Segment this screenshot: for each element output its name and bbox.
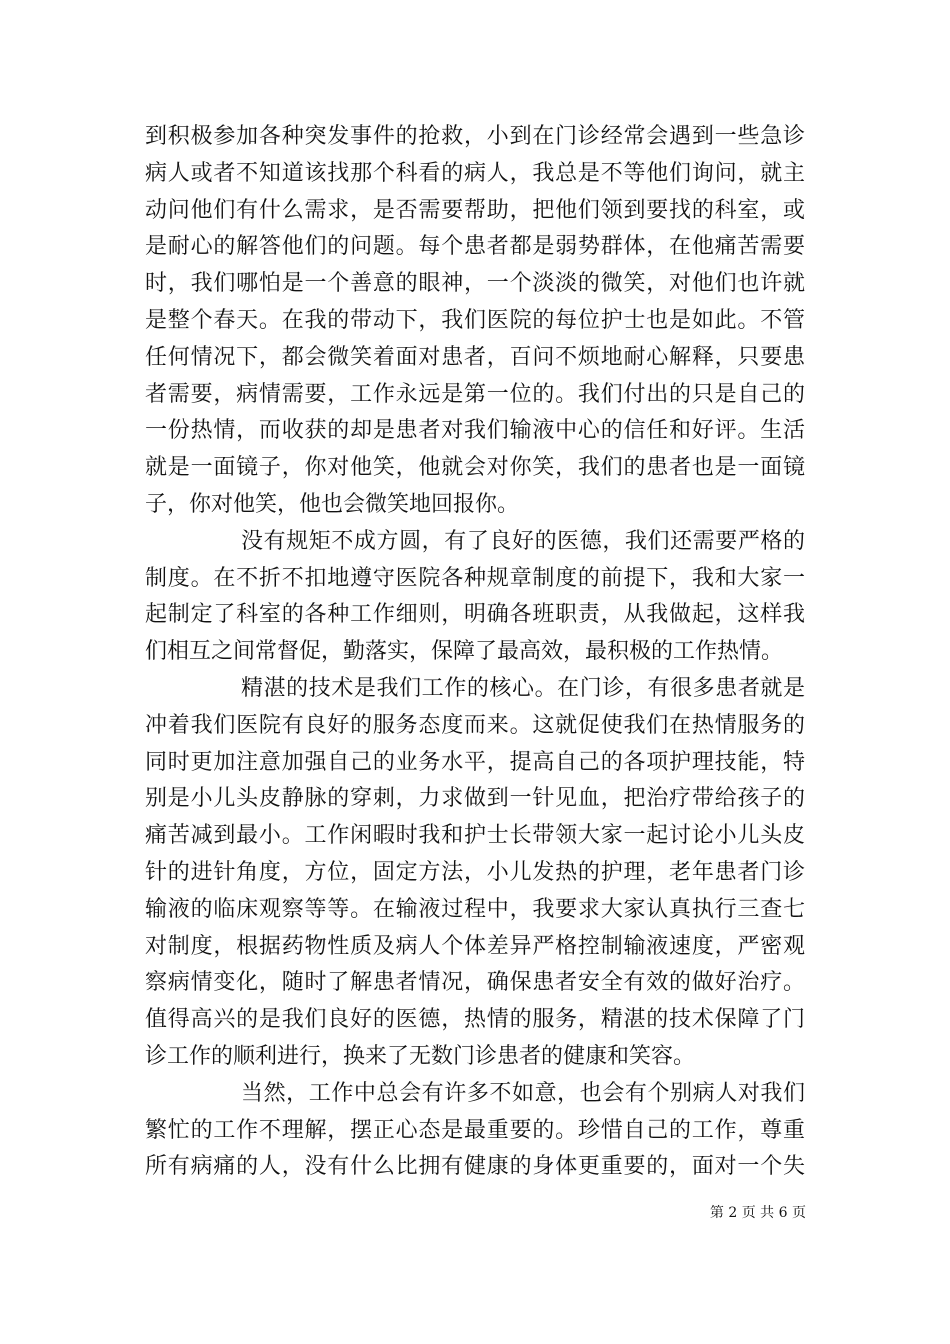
text-line: 诊工作的顺利进行，换来了无数门诊患者的健康和笑容。 (145, 1043, 696, 1069)
text-line: 到积极参加各种突发事件的抢救，小到在门诊经常会遇到一些急诊 (145, 124, 805, 149)
paragraph-1 (145, 119, 805, 524)
text-line: 病人或者不知道该找那个科看的病人，我总是不等他们询问，就主 (145, 160, 805, 186)
text-line: 时，我们哪怕是一个善意的眼神，一个淡淡的微笑，对他们也许就 (145, 271, 805, 297)
text-line: 繁忙的工作不理解，摆正心态是最重要的。珍惜自己的工作，尊重 (145, 1117, 805, 1143)
text-line: 痛苦减到最小。工作闲暇时我和护士长带领大家一起讨论小儿头皮 (145, 823, 805, 849)
text-line: 就是一面镜子，你对他笑，他就会对你笑，我们的患者也是一面镜 (145, 455, 805, 481)
text-line: 们相互之间常督促，勤落实，保障了最高效，最积极的工作热情。 (145, 639, 784, 665)
text-line: 是耐心的解答他们的问题。每个患者都是弱势群体，在他痛苦需要 (145, 234, 805, 260)
document-body (145, 119, 805, 1186)
text-line: 动问他们有什么需求，是否需要帮助，把他们领到要找的科室，或 (145, 197, 805, 223)
text-line: 同时更加注意加强自己的业务水平，提高自己的各项护理技能，特 (145, 749, 805, 775)
text-line: 任何情况下，都会微笑着面对患者，百问不烦地耐心解释，只要患 (145, 344, 805, 370)
text-line: 起制定了科室的各种工作细则，明确各班职责，从我做起，这样我 (145, 602, 805, 628)
text-line: 察病情变化，随时了解患者情况，确保患者安全有效的做好治疗。 (145, 970, 805, 996)
text-line: 制度。在不折不扣地遵守医院各种规章制度的前提下，我和大家一 (145, 565, 805, 591)
text-line: 当然，工作中总会有许多不如意，也会有个别病人对我们 (241, 1080, 805, 1106)
text-line: 所有病痛的人，没有什么比拥有健康的身体更重要的，面对一个失 (145, 1154, 805, 1180)
text-line: 子，你对他笑，他也会微笑地回报你。 (145, 491, 520, 517)
text-line: 值得高兴的是我们良好的医德，热情的服务，精湛的技术保障了门 (145, 1007, 805, 1033)
text-line: 冲着我们医院有良好的服务态度而来。这就促使我们在热情服务的 (145, 712, 805, 738)
text-line: 精湛的技术是我们工作的核心。在门诊，有很多患者就是 (241, 675, 805, 701)
text-line: 者需要，病情需要，工作永远是第一位的。我们付出的只是自己的 (145, 381, 805, 407)
text-line: 对制度，根据药物性质及病人个体差异严格控制输液速度，严密观 (145, 933, 805, 959)
text-line: 是整个春天。在我的带动下，我们医院的每位护士也是如此。不管 (145, 307, 805, 333)
page-number-footer: 第 2 页 共 6 页 (709, 1205, 806, 1221)
paragraph-2 (145, 524, 805, 671)
text-line: 针的进针角度，方位，固定方法，小儿发热的护理，老年患者门诊 (145, 859, 805, 885)
paragraph-4 (145, 1076, 805, 1186)
text-line: 输液的临床观察等等。在输液过程中，我要求大家认真执行三查七 (145, 896, 805, 922)
text-line: 一份热情，而收获的却是患者对我们输液中心的信任和好评。生活 (145, 418, 805, 444)
text-line: 没有规矩不成方圆，有了良好的医德，我们还需要严格的 (241, 528, 805, 554)
paragraph-3 (145, 671, 805, 1076)
text-line: 别是小儿头皮静脉的穿刺，力求做到一针见血，把治疗带给孩子的 (145, 786, 805, 812)
